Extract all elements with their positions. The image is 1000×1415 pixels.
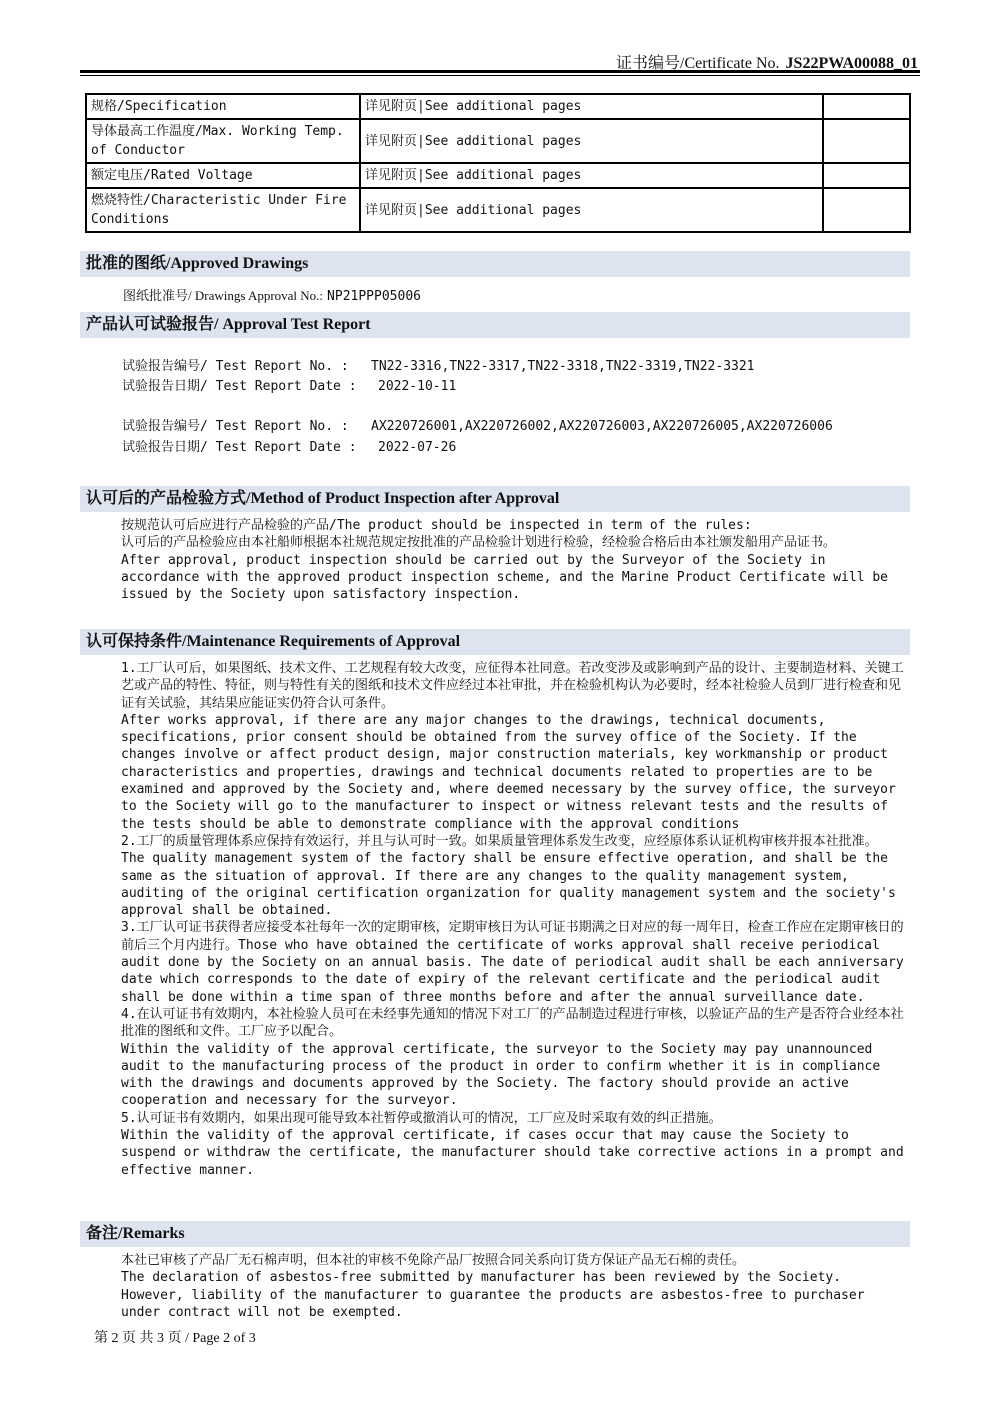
spec-extra-cell — [823, 119, 910, 163]
test-report-date-value: 2022-10-11 — [378, 379, 457, 394]
spec-value-cell: 详见附页|See additional pages — [360, 163, 823, 188]
page-number: 第 2 页 共 3 页 / Page 2 of 3 — [94, 1331, 256, 1346]
spec-value-cell: 详见附页|See additional pages — [360, 94, 823, 119]
table-row — [86, 188, 910, 232]
spec-label-cell: 额定电压/Rated Voltage — [86, 163, 360, 188]
maintenance-paragraph: 5.认可证书有效期内，如果出现可能导致本社暂停或撤消认可的情况，工厂应及时采取有效的纠正措施。 — [121, 1110, 722, 1126]
spec-label-cell: 规格/Specification — [86, 94, 360, 119]
maintenance-paragraph: The quality management system of the factory shall be ensure effective operation, and shall be the same as the situation of approval. If there are any changes to the quality management system, auditing of the original certification organization for quality management system and the society's approval shall be obtained. — [121, 851, 896, 919]
spec-extra-cell — [823, 163, 910, 188]
inspection-text — [121, 517, 906, 603]
test-report-no-value: TN22-3316,TN22-3317,TN22-3318,TN22-3319,TN22-3321 — [371, 359, 755, 374]
certificate-no-value: JS22PWA00088_01 — [785, 55, 918, 72]
spec-label-cell: 导体最高工作温度/Max. Working Temp. of Conductor — [86, 119, 360, 163]
spec-label-cell: 燃烧特性/Characteristic Under Fire Conditions — [86, 188, 360, 232]
spec-extra-cell — [823, 188, 910, 232]
section-title-remarks: 备注/Remarks — [80, 1221, 910, 1247]
test-report-date-label: 试验报告日期/ Test Report Date : — [122, 440, 357, 455]
maintenance-paragraph: 4.在认可证书有效期内，本社检验人员可在未经事先通知的情况下对工厂的产品制造过程进行审核，以验证产品的生产是否符合业经本社批准的图纸和文件。工厂应予以配合。 — [121, 1006, 904, 1040]
section-title-inspection: 认可后的产品检验方式/Method of Product Inspection after Approval — [80, 486, 910, 512]
maintenance-text — [121, 660, 906, 1179]
test-report-no-label: 试验报告编号/ Test Report No. : — [122, 359, 349, 374]
drawings-approval-label: 图纸批准号/ Drawings Approval No.: — [123, 288, 324, 303]
maintenance-paragraph: Within the validity of the approval certificate, the surveyor to the Society may pay unannounced audit to the manufacturing process of the product in order to confirm whether it is in compliance with the drawings and documents approved by the Society. The factory should provide an active cooperation and necessary for the surveyor. — [121, 1041, 881, 1109]
maintenance-paragraph: 1.工厂认可后，如果图纸、技术文件、工艺规程有较大改变，应征得本社同意。若改变涉及或影响到产品的设计、主要制造材料、关键工艺或产品的特性、特征，则与特性有关的图纸和技术文件应经过本社审批，并在检验机构认为必要时，经本社检验人员到厂进行检查和见证有关试验，其结果应能证实仍符合认可条件。 — [121, 661, 904, 711]
certificate-no-label: 证书编号/Certificate No. — [616, 55, 780, 72]
remarks-paragraph: The declaration of asbestos-free submitted by manufacturer has been reviewed by the Society. However, liability of the manufacturer to guarantee the products are asbestos-free to purchaser under contract will not be exempted. — [121, 1270, 865, 1320]
header-rule-thick — [80, 70, 920, 73]
test-report-date-value: 2022-07-26 — [378, 440, 457, 455]
header-rule-thin — [80, 75, 920, 76]
remarks-text — [121, 1252, 906, 1321]
inspection-paragraph: After approval, product inspection should be carried out by the Surveyor of the Society in accordance with the approved product inspection scheme, and the Marine Product Certificate will be issued by the Society upon satisfactory inspection. — [121, 552, 889, 603]
table-row — [86, 94, 910, 119]
table-row — [86, 119, 910, 163]
spec-value-cell: 详见附页|See additional pages — [360, 119, 823, 163]
spec-value-cell: 详见附页|See additional pages — [360, 188, 823, 232]
drawings-approval-line — [123, 285, 421, 304]
specification-table — [85, 93, 911, 233]
maintenance-paragraph: After works approval, if there are any major changes to the drawings, technical documents, specifications, prior consent should be obtained from the survey office of the Society. If the changes involve or affect product design, major construction materials, key workmanship or product characteristics and properties, drawings and technical documents related to properties are to be examined and approved by the Society and, where deemed necessary by the survey office, the surveyor to the Society will go to the manufacturer to inspect or witness relevant tests and the results of the tests should be able to demonstrate compliance with the approval conditions — [121, 712, 896, 832]
test-report-no-label: 试验报告编号/ Test Report No. : — [122, 419, 349, 434]
section-title-approved-drawings: 批准的图纸/Approved Drawings — [80, 251, 910, 277]
table-row — [86, 163, 910, 188]
section-title-maintenance: 认可保持条件/Maintenance Requirements of Approval — [80, 629, 910, 655]
section-title-test-report: 产品认可试验报告/ Approval Test Report — [80, 312, 910, 338]
maintenance-paragraph: Within the validity of the approval certificate, if cases occur that may cause the Society to suspend or withdraw the certificate, the manufacturer should take corrective actions in a prompt and effective manner. — [121, 1128, 904, 1178]
inspection-paragraph: 按规范认可后应进行产品检验的产品/The product should be inspected in term of the rules: — [121, 518, 752, 533]
maintenance-paragraph: 3.工厂认可证书获得者应接受本社每年一次的定期审核，定期审核日为认可证书期满之日对应的每一周年日，检查工作应在定期审核日的前后三个月内进行。Those who have obtained the certificate of works approval shall receive periodical audit done by the Society on an annual basis. The date of periodical audit shall be each anniversary date which corresponds to the date of expiry of the relevant certificate and the periodical audit shall be done within a time span of three months before and after the annual surveillance date. — [121, 920, 904, 1005]
inspection-paragraph: 认可后的产品检验应由本社船师根据本社规范规定按批准的产品检验计划进行检验，经检验合格后由本社颁发船用产品证书。 — [121, 535, 837, 551]
spec-extra-cell — [823, 94, 910, 119]
test-report-no-value: AX220726001,AX220726002,AX220726003,AX220726005,AX220726006 — [371, 419, 833, 434]
remarks-paragraph: 本社已审核了产品厂无石棉声明，但本社的审核不免除产品厂按照合同关系向订货方保证产品无石棉的责任。 — [121, 1253, 746, 1268]
drawings-approval-value: NP21PPP05006 — [327, 289, 421, 304]
maintenance-paragraph: 2.工厂的质量管理体系应保持有效运行，并且与认可时一致。如果质量管理体系发生改变，应经原体系认证机构审核并报本社批准。 — [121, 833, 878, 849]
test-report-date-label: 试验报告日期/ Test Report Date : — [122, 379, 357, 394]
